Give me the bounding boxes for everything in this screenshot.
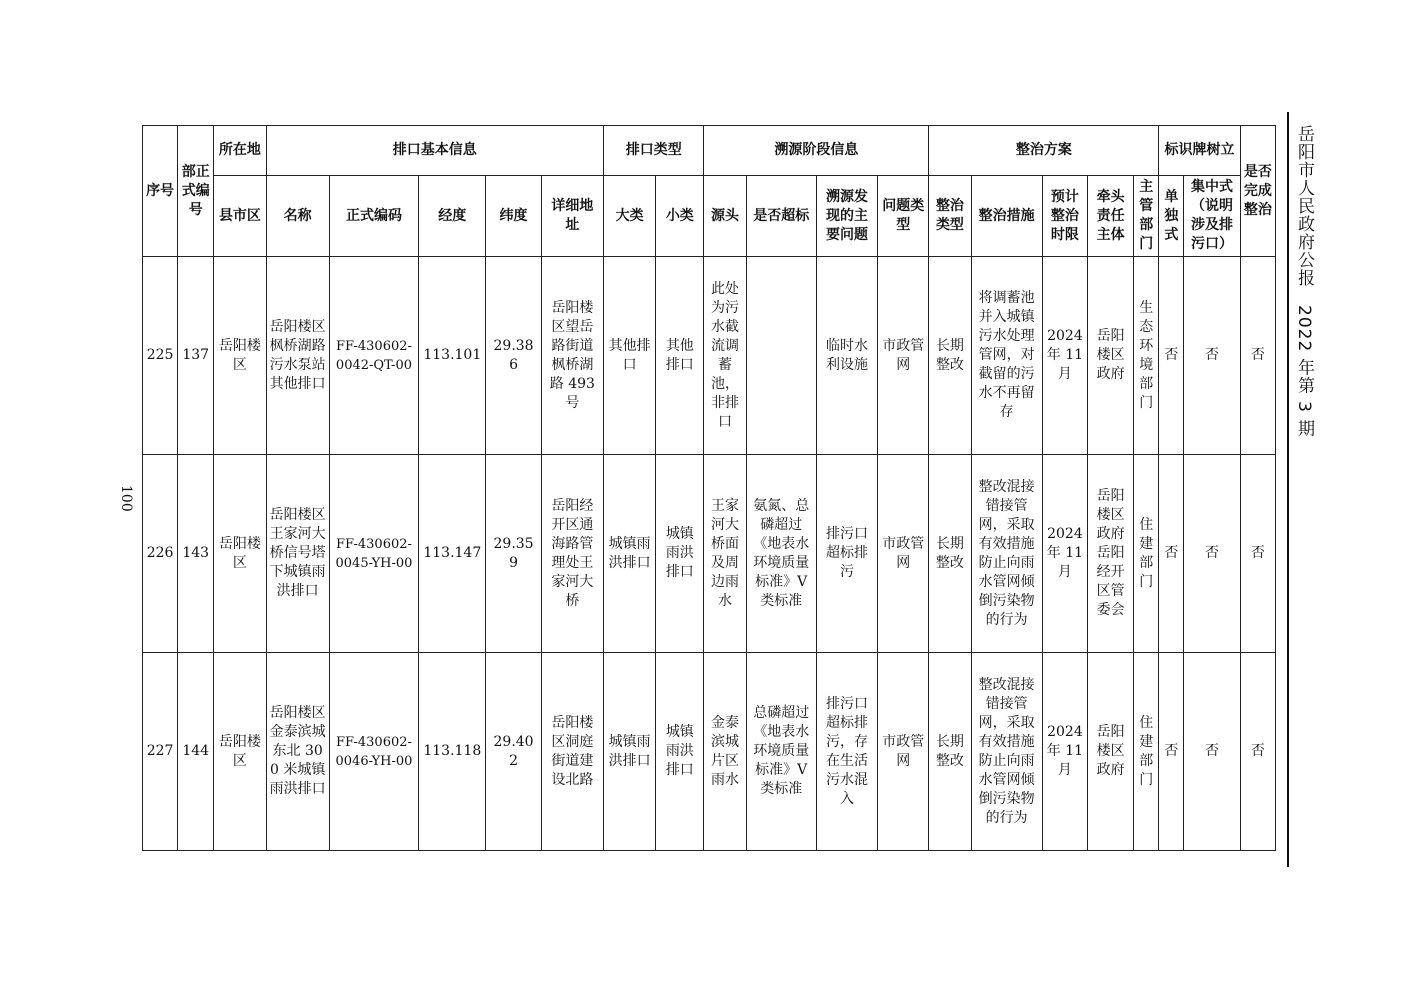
table-row bbox=[143, 653, 1276, 851]
cell-main-problem: 排污口超标排污 bbox=[816, 455, 877, 653]
header-main-problem: 溯源发现的主要问题 bbox=[816, 176, 877, 257]
cell-county: 岳阳楼区 bbox=[214, 455, 266, 653]
cell-main-problem: 排污口超标排污，存在生活污水混入 bbox=[816, 653, 877, 851]
cell-single: 否 bbox=[1159, 257, 1184, 455]
header-source: 源头 bbox=[704, 176, 746, 257]
cell-rem-type: 长期整改 bbox=[929, 257, 971, 455]
cell-centralized: 否 bbox=[1184, 257, 1240, 455]
cell-dept: 住建部门 bbox=[1134, 455, 1159, 653]
cell-latitude: 29.386 bbox=[486, 257, 541, 455]
cell-seq: 226 bbox=[143, 455, 178, 653]
cell-latitude: 29.359 bbox=[486, 455, 541, 653]
cell-lead: 岳阳楼区政府 bbox=[1088, 257, 1134, 455]
header-exceed: 是否超标 bbox=[746, 176, 816, 257]
header-name: 名称 bbox=[266, 176, 329, 257]
header-basic-info: 排口基本信息 bbox=[266, 126, 603, 176]
publication-title: 岳阳市人民政府公报 2022 年第 3 期 bbox=[1294, 125, 1314, 438]
cell-longitude: 113.147 bbox=[419, 455, 486, 653]
header-seq: 序号 bbox=[143, 126, 178, 257]
header-location-group: 所在地 bbox=[214, 126, 266, 176]
cell-county: 岳阳楼区 bbox=[214, 653, 266, 851]
outlet-table bbox=[142, 125, 1276, 851]
cell-name: 岳阳楼区枫桥湖路污水泵站其他排口 bbox=[266, 257, 329, 455]
header-address: 详细地址 bbox=[541, 176, 603, 257]
cell-centralized: 否 bbox=[1184, 455, 1240, 653]
cell-completed: 否 bbox=[1240, 455, 1275, 653]
cell-source: 此处为污水截流调蓄池，非排口 bbox=[704, 257, 746, 455]
cell-exceed bbox=[746, 257, 816, 455]
header-deadline: 预计整治时限 bbox=[1042, 176, 1087, 257]
header-county: 县市区 bbox=[214, 176, 266, 257]
cell-name: 岳阳楼区金泰滨城东北 300 米城镇雨洪排口 bbox=[266, 653, 329, 851]
cell-formal-no: 137 bbox=[178, 257, 214, 455]
cell-address: 岳阳经开区通海路管理处王家河大桥 bbox=[541, 455, 603, 653]
cell-code: FF-430602-0045-YH-00 bbox=[329, 455, 418, 653]
header-major: 大类 bbox=[604, 176, 656, 257]
header-trace-group: 溯源阶段信息 bbox=[704, 126, 929, 176]
header-problem-type: 问题类型 bbox=[878, 176, 929, 257]
cell-source: 王家河大桥面及周边雨水 bbox=[704, 455, 746, 653]
cell-measures: 整改混接错接管网，采取有效措施防止向雨水管网倾倒污染物的行为 bbox=[971, 455, 1042, 653]
header-minor: 小类 bbox=[656, 176, 704, 257]
cell-major: 其他排口 bbox=[604, 257, 656, 455]
cell-single: 否 bbox=[1159, 653, 1184, 851]
cell-rem-type: 长期整改 bbox=[929, 455, 971, 653]
table-body bbox=[143, 257, 1276, 851]
cell-rem-type: 长期整改 bbox=[929, 653, 971, 851]
cell-problem-type: 市政管网 bbox=[878, 653, 929, 851]
cell-formal-no: 144 bbox=[178, 653, 214, 851]
table-row bbox=[143, 257, 1276, 455]
page-number: 100 bbox=[118, 485, 134, 512]
header-longitude: 经度 bbox=[419, 176, 486, 257]
table-header bbox=[143, 126, 1276, 257]
cell-latitude: 29.402 bbox=[486, 653, 541, 851]
cell-measures: 整改混接错接管网，采取有效措施防止向雨水管网倾倒污染物的行为 bbox=[971, 653, 1042, 851]
cell-exceed: 总磷超过《地表水环境质量标准》V 类标准 bbox=[746, 653, 816, 851]
cell-main-problem: 临时水利设施 bbox=[816, 257, 877, 455]
cell-completed: 否 bbox=[1240, 653, 1275, 851]
cell-formal-no: 143 bbox=[178, 455, 214, 653]
cell-dept: 住建部门 bbox=[1134, 653, 1159, 851]
header-lead: 牵头责任主体 bbox=[1088, 176, 1134, 257]
cell-problem-type: 市政管网 bbox=[878, 455, 929, 653]
cell-lead: 岳阳楼区政府岳阳经开区管委会 bbox=[1088, 455, 1134, 653]
header-single: 单独式 bbox=[1159, 176, 1184, 257]
cell-source: 金泰滨城片区雨水 bbox=[704, 653, 746, 851]
header-latitude: 纬度 bbox=[486, 176, 541, 257]
cell-measures: 将调蓄池并入城镇污水处理管网，对截留的污水不再留存 bbox=[971, 257, 1042, 455]
cell-lead: 岳阳楼区政府 bbox=[1088, 653, 1134, 851]
cell-deadline: 2024 年 11 月 bbox=[1042, 455, 1087, 653]
header-code: 正式编码 bbox=[329, 176, 418, 257]
header-measures: 整治措施 bbox=[971, 176, 1042, 257]
cell-deadline: 2024 年 11 月 bbox=[1042, 653, 1087, 851]
cell-completed: 否 bbox=[1240, 257, 1275, 455]
cell-exceed: 氨氮、总磷超过《地表水环境质量标准》V 类标准 bbox=[746, 455, 816, 653]
header-outlet-type: 排口类型 bbox=[604, 126, 704, 176]
header-rem-type: 整治类型 bbox=[929, 176, 971, 257]
header-formal-no: 部正式编号 bbox=[178, 126, 214, 257]
cell-single: 否 bbox=[1159, 455, 1184, 653]
header-sign-group: 标识牌树立 bbox=[1159, 126, 1240, 176]
cell-minor: 城镇雨洪排口 bbox=[656, 455, 704, 653]
header-centralized: 集中式（说明涉及排污口） bbox=[1184, 176, 1240, 257]
cell-county: 岳阳楼区 bbox=[214, 257, 266, 455]
cell-longitude: 113.101 bbox=[419, 257, 486, 455]
header-completed: 是否完成整治 bbox=[1240, 126, 1275, 257]
cell-address: 岳阳楼区望岳路街道枫桥湖路 493 号 bbox=[541, 257, 603, 455]
cell-name: 岳阳楼区王家河大桥信号塔下城镇雨洪排口 bbox=[266, 455, 329, 653]
cell-seq: 227 bbox=[143, 653, 178, 851]
header-rule bbox=[1287, 112, 1289, 867]
cell-major: 城镇雨洪排口 bbox=[604, 455, 656, 653]
cell-centralized: 否 bbox=[1184, 653, 1240, 851]
cell-minor: 其他排口 bbox=[656, 257, 704, 455]
cell-code: FF-430602-0046-YH-00 bbox=[329, 653, 418, 851]
cell-address: 岳阳楼区洞庭街道建设北路 bbox=[541, 653, 603, 851]
cell-major: 城镇雨洪排口 bbox=[604, 653, 656, 851]
header-dept: 主管部门 bbox=[1134, 176, 1159, 257]
cell-longitude: 113.118 bbox=[419, 653, 486, 851]
cell-minor: 城镇雨洪排口 bbox=[656, 653, 704, 851]
cell-dept: 生态环境部门 bbox=[1134, 257, 1159, 455]
cell-deadline: 2024 年 11 月 bbox=[1042, 257, 1087, 455]
cell-seq: 225 bbox=[143, 257, 178, 455]
header-remediation-group: 整治方案 bbox=[929, 126, 1159, 176]
cell-problem-type: 市政管网 bbox=[878, 257, 929, 455]
cell-code: FF-430602-0042-QT-00 bbox=[329, 257, 418, 455]
table-row bbox=[143, 455, 1276, 653]
